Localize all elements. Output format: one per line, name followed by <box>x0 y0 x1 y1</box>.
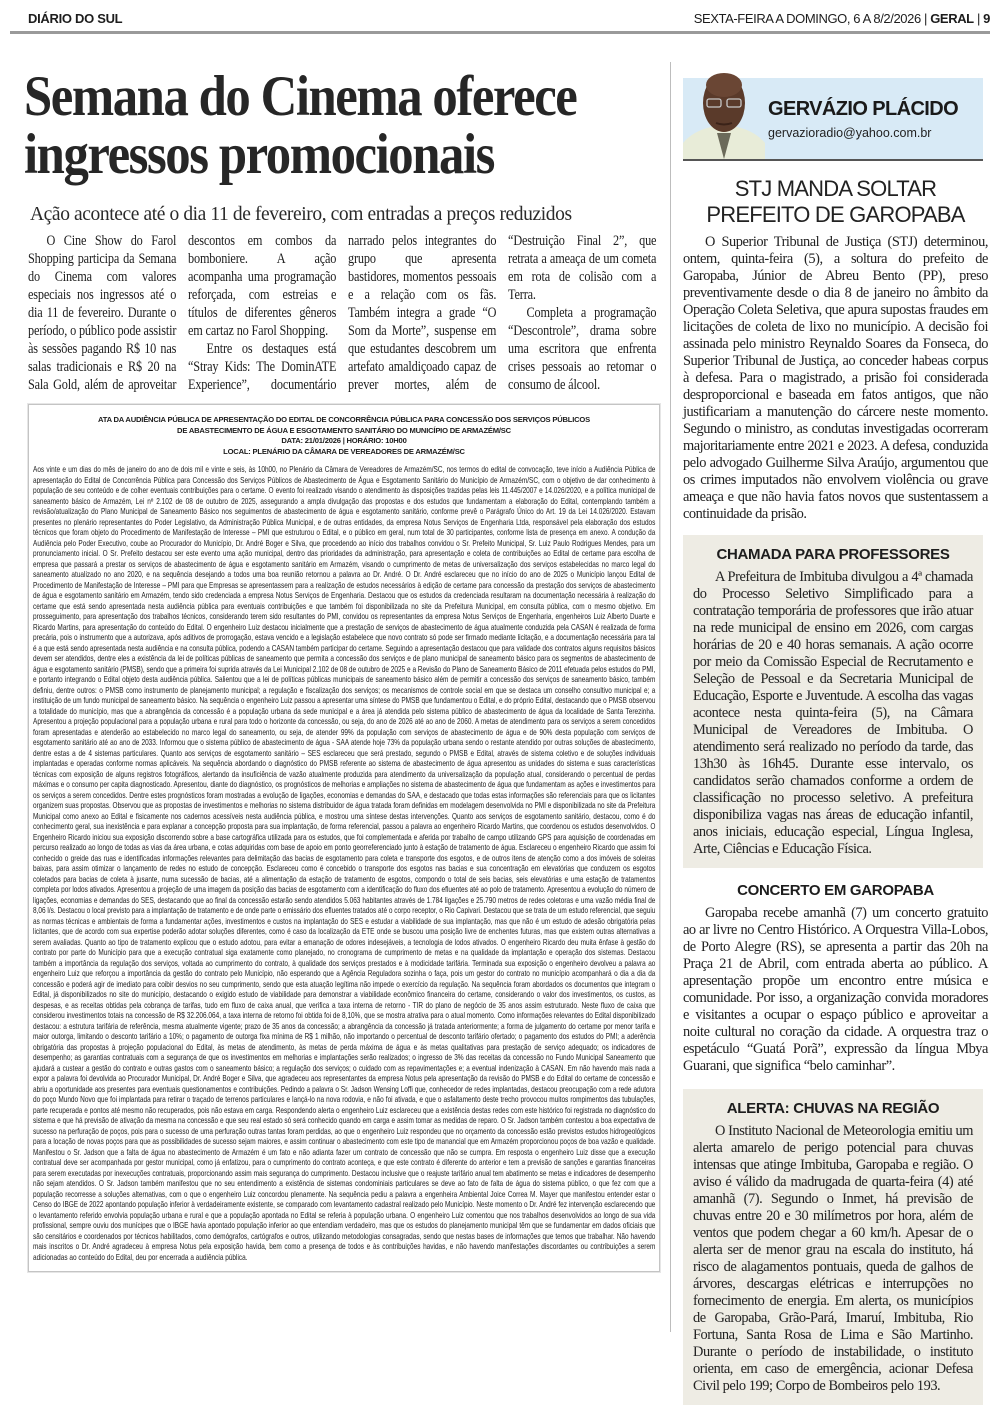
notice-body: Aos vinte e um dias do mês de janeiro do ano de dois mil e vinte e seis, às 10h00, no Plenário da Câmara de Vereadores de Armazém/SC, nos termos do edital de convocação, teve início a Audiência Pública de apresentação do Edital de Concorrência Pública para Concessão dos Serviços Públicos de Abastecimento de Água e Esgotamento Sanitário do Município de Armazém/SC, com o objetivo de dar conhecimento à população de seu conteúdo e de colher eventuais contribuições para o certame. O evento foi realizado visando o atendimento às disposições trazidas pelas leis 11.445/2007 e 14.026/2020, e a política municipal de saneamento básico de Armazém, Lei nº 2.102 de 08 de outubro de 2025, assegurando a ampla divulgação das propostas e dos estudos que fundamentam a elaboração do Edital, contemplando também a revisão/atualização do Plano Municipal de Saneamento Básico nos seguimentos de abastecimento de água e esgotamento sanitário, conforme prevê o Parágrafo Único do Art. 19 da Lei 14.026/2020. Estavam presentes no plenário representantes do Poder Legislativo, da Administração Pública Municipal, e de outras entidades, da empresa Notus Serviços de Engenharia Ltda, responsável pela elaboração dos estudos técnicos que foram objeto do Procedimento de Manifestação de Interesse – PMI que estruturou o Edital, e o público em geral, num total de 30 participantes, conforme lista de presença em anexo. A condução da Audiência pelo Poder Executivo, coube ao Procurador do Município, Dr. André Boger e Silva, que procedendo ao início dos trabalhos convidou o Sr. Prefeito Municipal, Sr. Luiz Paulo Rodrigues Mendes, para um pronunciamento inicial. O Sr. Prefeito destacou ser este evento uma ação municipal, dentro das prioridades da administração, para apresentação e coleta de contribuições ao Edital de certame para escolha de empresa que passará a prestar os serviços de abastecimento de água e esgotamento sanitário em Armazém, visando o cumprimento de metas de universalização dos serviços estabelecidas no marco legal do saneamento atualizado no ano 2020, e na sequência desejando a todos uma boa reunião retornou a palavra ao Dr. André. O Dr. André esclareceu que no início do ano de 2025 o Município lançou Edital de Procedimento de Manifestação de Interesse – PMI para que Empresas se apresentassem para a realização de estudos necessários à edição de certame para concessão da prestação dos serviços de abastecimento de água e esgotamento sanitário em Armazém, tendo sido credenciada a empresa Notus Serviços de Engenharia. Destacou que os estudos da credenciada resultaram na documentação necessária à realização do certame que está sendo apresentada nesta audiência pública para eventuais contribuições e que também foi disponibilizada no site da Prefeitura Municipal, em consulta pública, com o mesmo objetivo. Em prosseguimento, para apresentação dos trabalhos técnicos, considerando terem sido resultantes do PMI, convidou os representantes da empresa Notus Serviços de Engenharia, engenheiros Luiz Alberto Duarte e Ricardo Martins, para apresentação do conteúdo do Edital. O engenheiro Luiz destacou inicialmente que a prestação de serviços de abastecimento de água atualmente conduzida pela CASAN é realizada de forma precária, pois o instrumento que a autorizava, após aditivos de prorrogação, estava vencido e a legislação estabelece que novo contrato só pode ser firmado mediante licitação, e a documentação necessária para tal é a que está sendo apresentada nesta audiência e na consulta pública, podendo a CASAN também participar do certame. Seguindo a apresentação destacou que para validade dos contratos alguns requisitos básicos devem ser atendidos, dentre eles a existência da lei de políticas públicas de saneamento que permita a concessão dos serviços e de plano municipal de saneamento básico para os segmentos de abastecimento de água e esgotamento sanitário (PMSB), sendo que a primeira foi suprida através da Lei Municipal 2.102 de 08 de outubro de 2025 e a Revisão do Plano de Saneamento Básico de 2011 efetuada pelos estudos do PMI, e portanto integrando o Edital objeto desta audiência pública. Salientou que a lei de políticas públicas municipais de saneamento básico além de permitir a concessão dos serviços de saneamento básico, também definiu, dentre outros: o PMSB como instrumento de planejamento municipal; a regulação e fiscalização dos serviços; os mecanismos de controle social em que se destaca um conselho consultivo municipal e; a instituição de um fundo municipal de saneamento básico. Na sequência o engenheiro Luiz passou a apresentar uma síntese do PMSB que fundamentou o Edital, e do próprio Edital, destacando que o PMSB observou a totalidade do município, mas que a abrangência da concessão é a população urbana da sede municipal e a área já atendida pelo sistema público de abastecimento de água da localidade de Santa Terezinha. Apresentou a projeção populacional para a população urbana e rural para todo o horizonte da concessão, ou seja, do ano de 2026 até ao ano de 2060. A metas de atendimento para os serviços a serem concedidos foram apresentadas e atenderão ao estabelecido no marco legal do saneamento, ou seja, de atender 99% da população com serviços de abastecimento de água e de 90% desta população com serviços de esgotamento sanitário até ao ano de 2033. Informou que o sistema público de abastecimento de água - SAA atende hoje 73% da população urbana sendo o restante atendido por outras soluções de abastecimento, dentre estas a de 4 sistemas particulares. Quanto aos serviços de esgotamento sanitário – SES esclareceu que será prestado, segundo o PMSB e Edital, através de sistema coletivo e de soluções individuais implantadas e operadas conforme normas aplicáveis. Na sequência abordando o diagnóstico do PMSB referente ao sistema de abastecimento de água apresentou as unidades do sistema e suas características técnicas com exposição de alguns registros fotográficos, alertando da insuficiência de vazão atualmente produzida para atendimento da universalização da população atual, considerando o percentual de perdas máximas e o consumo per capita diagnosticado. Apresentou, diante do diagnóstico, os prognósticos de melhorias e ampliações no sistema de abastecimento de água que fundamentam as ações e investimentos para os serviços a serem concedidos. Dentre estes prognósticos foram mostradas a evolução de ligações, economias e demandas do SAA, e destacado que todas estas informações são referenciais para que os licitantes organizem suas propostas. Observou que as propostas de investimentos e melhorias no sistema distribuidor de água tratada foram definidas em modelagem desenvolvida no PMI e disponibilizada no site da Prefeitura Municipal como anexo ao Edital e fisicamente nos cadernos acessíveis nesta audiência pública, e mostrou uma síntese destas intervenções. Quanto aos serviços de esgotamento sanitário, destacou, como é do conhecimento geral, sua inexistência e para explanar a concepção proposta para sua implantação, de forma referencial, passou a palavra ao engenheiro Ricardo Martins, que coordenou os estudos desenvolvidos. O Engenheiro Ricardo iniciou sua exposição discorrendo sobre a base cartográfica utilizada para os estudos, que foi complementada e aferida por trabalho de campo utilizando GPS para aquisição de coordenadas em percurso realizado ao longo de todas as vias da área urbana, e cotas adquiridas com base de apoio em ponto georreferenciado junto à estação de tratamento de água. Esclareceu o engenheiro Ricardo que assim foi conhecido o greide das ruas e identificadas informações relevantes para delimitação das bacias de esgotamento para coleta e transporte dos esgotos, e de outros itens de atenção como a dos imóveis de soleiras baixas, para assim otimizar o lançamento de redes no estudo de concepção. Esclareceu como é concebido o transporte dos esgotos nas bacias e sua concentração em elevatórias que conduzem os esgotos coletados para bacias de coleta à jusante, numa sucessão de bacias, até a alimentação da estação de tratamento de esgotos, compondo o total de seis bacias, seis elevatórias e uma estação de tratamentos completa por lodos ativados. Apresentou a projeção de uma imagem da posição das bacias de esgotamento com a identificação do fluxo dos efluentes até ao polo de tratamento. Apresentou a evolução do número de ligações, economias e demandas do SES, destacando que ao final da concessão estarão sendo atendidos 5.063 habitantes através de 1.784 ligações e 25.790 metros de redes coletoras e uma vazão média final de 8,06 l/s. Destacou o local previsto para a implantação de tratamento e de onde parte o emissário dos efluentes tratados até o corpo receptor, o Rio Capivari. Destacou que se trata de um estudo referencial, que seguiu as normas técnicas e ambientais de forma a fundamentar ações, investimentos e custos na implantação do SES e estudar a viabilidade de sua implantação, mas que não é um estudo de adesão obrigatória pelas licitantes, que de acordo com sua expertise poderão adotar soluções diferentes, como é caso da localização da ETE onde se buscou uma posição livre de enchentes futuras, mas que existem outras alternativas a serem avaliadas. Quanto ao tipo de tratamento explicou que o estudo adotou, para evitar a emanação de odores indesejáveis, a tecnologia de lodos ativados. O engenheiro Ricardo deu muita ênfase à gestão do contrato por parte do Município para que a execução contratual siga exatamente como planejado, no cronograma de cumprimento de metas e na qualidade da implantação e operação dos sistemas. Destacou também a importância da regulação dos serviços, voltada ao cumprimento do contrato, à qualidade dos serviços prestados e à modicidade tarifária. Terminada sua exposição o engenheiro devolveu a palavra ao engenheiro Luiz que reforçou a importância da gestão do contrato pelo Município, não esperando que a Agência Reguladora sozinha o faça, pois um gestor do contrato no município acompanhará o dia a dia da concessão e poderá agir de imediato para coibir desvios no seu cumprimento, sendo que esta atuação legítima não impede o exercício da regulação. Na sequência foram abordados os documentos que integram o Edital, já disponibilizados no site do município, destacando o exigido estudo de viabilidade para demonstrar a viabilidade econômico financeira do certame, considerando o valor dos investimentos, os custos, as despesas, e as receitas obtidas pela cobrança de tarifas, tudo em fluxo de caixa anual, que verifica a taxa interna de retorno - TIR do plano de negócio de 35 anos assim estruturado. Neste fluxo de caixa que considerou investimentos totais na concessão de R$ 32.206.064, a taxa interna de retorno foi obtida foi de 8,10%, que se mostra atrativa para o atual momento. Como informações relevantes do Edital disponibilizado destacou: a estrutura tarifária de referência, mesma atualmente vigente; prazo de 35 anos da concessão; a abrangência da concessão já tratada anteriormente; a forma de julgamento do certame por menor tarifa e maior outorga, limitando o desconto tarifário a 10%; o pagamento de outorga fixa mínima de R$ 1 milhão, não importando o percentual de desconto tarifário ofertado; o pagamento dos estudos do PMI; a aderência obrigatória das propostas à projeção populacional do Edital, às metas de atendimento, às metas de perda máxima de água e às metas qualitativas para prestação de serviço adequado; os indicadores de desempenho; as garantias contratuais com a segurança de que os investimentos em melhorias e implantações serão realizados; o ingresso de 3% das receitas da concessão no Fundo Municipal Saneamento que ajudará a custear a gestão do contrato e outras gastos com o saneamento básico; a regulação dos serviços; o cuidado com as repavimentações e; a eventual indenização à CASAN. Em não havendo mais nada a expor a palavra foi devolvida ao Procurador Municipal, Dr. André Boger e Silva, que agradeceu aos representantes da empresa Notus pela apresentação da revisão do PMSB e do Edital do certame de concessão e abriu a oportunidade aos presentes para eventuais questionamentos e contribuições. Pedindo a palavra o Sr. Jadson Wensing Loffi que, conhecedor de redes implantadas, destacou preocupação com a rede adutora do poço Mundo Novo que foi implantada para retirar o traçado de terrenos particulares e lançá-lo na nova rodovia, e não foi ativada, e que o asfaltamento deste trecho provocou muitos rompimentos das tubulações, parte recuperada e pontos até mesmo não recuperados, pois não estava em carga. Respondendo alerta o engenheiro Luiz esclareceu que a existência destas redes com este histórico foi registrada no diagnóstico do sistema e que há previsão de ativação da mesma na concessão e que seu real estado só será conhecido quando em carga e assim tomar as medidas de reparo. O Sr. Jadson também contestou a boa expectativa de sucesso na perfuração de poços, pois para o sucesso de uma perfuração outras tantas foram perdidas, ao que o engenheiro Luiz respondeu que no orçamento da concessão estão previstos estudos hidrogeológicos para a locação de novas poços para que as possibilidades de sucesso sejam maiores, e assim continuar o abastecimento com este tipo de manancial que em Armazém proporcionou poços de boa vazão e qualidade. Manifestou o Sr. Jadson que a falta de água no abastecimento de Armazém é um fato e não adianta fazer um contrato de concessão que não se cumpra. Em resposta o engenheiro Luiz disse que a execução contratual deve ser acompanhada por gestor municipal, como já enfatizou, para o cumprimento do contrato aconteça, e que este contrato é diferente do anterior e tem a previsão de sanções e garantias financeiras para serem executadas por inexecuções contratuais, proporcionando assim mais segurança do cumprimento. Destacou inclusive que o reajuste tarifário anual tem abatimento se metas e indicadores de desempenho não sejam atendidos. O Sr. Jadson também manifestou que no seu entendimento a existência de sistemas condominiais particulares se deve ao fato de falta de água do sistema público, o que fez com que a população recorresse a soluções alternativas, com o que o engenheiro Luiz concordou plenamente. Na sequência pediu a palavra a engenheira Ambiental Joice Correa M. Mayer que manifestou entender estar o Censo do IBGE de 2022 apontando população inferior à verdadeiramente existente, se comparado com levantamento cadastral realizado pelo Município. Neste momento o Dr. André fez intervenção esclarecendo que o levantamento referido envolvia população urbana e rural e que a população apontada no Edital se referia à população urbana. O engenheiro Luiz comentou que nos trabalhos desenvolvidos ao longo de sua vida profissional, sempre ouviu dos munícipes que o IBGE havia apontado população inferior ao que entendiam verdadeiro, mas que os estudos do planejamento municipal têm que se fundamentar em dados oficiais que são censitários e coordenados por técnicos habilitados, como demógrafos, cartógrafos e outros, utilizando metodologias consagradas, sendo que nestas bases de informações que temos que trabalhar. Não havendo mais inscritos o Dr. André agradeceu à empresa Notus pela exposição havida, bem como a presença de todos e às contribuições havidas, e não havendo manifestações discordantes ou contribuições a serem adicionadas ao conteúdo do Edital, deu por encerrada a audiência pública. <box>33 465 656 1262</box>
notice-body-wrapper <box>33 465 655 1263</box>
page-number: 9 <box>983 10 990 26</box>
notice-date: DATA: 21/01/2026 | HORÁRIO: 10H00 <box>281 436 407 445</box>
professores-title: CHAMADA PARA PROFESSORES <box>716 546 950 563</box>
page-header <box>28 6 990 30</box>
right-column <box>683 176 988 1405</box>
concerto-title: CONCERTO EM GAROPABA <box>737 882 934 899</box>
chuvas-text: O Instituto Nacional de Meteorologia emitiu um alerta amarelo de perigo potencial para chuvas intensas que atinge Imbituba, Garopaba e região. O aviso é válido da madrugada de quarta-feira (4) até amanhã (7). Segundo o Inmet, há previsão de chuvas entre 20 e 30 milímetros por hora, além de ventos que podem chegar a 60 km/h. Apesar de o alerta ser de menor grau na escala do instituto, há risco de alagamentos pontuais, queda de galhos de árvores, descargas elétricas e interrupções no fornecimento de energia. Em alerta, os municípios de Garopaba, Grão-Pará, Imaruí, Imbituba, Rio Fortuna, Santa Rosa de Lima e São Martinho. Durante o período de instabilidade, o instituto orienta, em caso de emergência, acionar Defesa Civil pelo 199; Corpo de Bombeiros pelo 193. <box>693 1123 973 1394</box>
stj-headline <box>683 176 988 228</box>
left-column <box>24 65 660 1272</box>
headline-wrapper <box>24 65 660 186</box>
section-name: GERAL <box>930 10 974 26</box>
stj-headline-line: PREFEITO DE GAROPABA <box>706 202 965 227</box>
concerto-section <box>683 882 988 1075</box>
chuvas-box <box>683 1089 983 1405</box>
article-paragraph: Entre os destaques está “Stray Kids: The DominATE Experience”, documentário narrado pelos integrantes do grupo que apresenta bastidores, momentos pessoais e a relação com os fãs. Também integra a grade “O Som da Morte”, suspense em que estudantes descobrem um artefato amaldiçoado capaz de prever mortes, além de “Destruição Final 2”, que retrata a ameaça de um cometa em rota de colisão com a Terra. <box>188 233 657 393</box>
columnist-email[interactable]: gervazioradio@yahoo.com.br <box>768 126 932 140</box>
article-subtitle: Ação acontece até o dia 11 de fevereiro, com entradas a preços reduzidos <box>30 204 572 225</box>
notice-title <box>29 415 659 457</box>
concerto-text: Garopaba recebe amanhã (7) um concerto gratuito ao ar livre no Centro Histórico. A Orquestra Villa-Lobos, de Porto Alegre (RS), se apresenta a partir das 20h na Praça 21 de Abril, com entrada aberta ao público. A apresentação propõe um encontro entre música e comunidade. Por isso, a organização convida moradores e visitantes a ocupar o espaço público e aproveitar a noite cultural no coração da cidade. A orquestra traz o espetáculo “Guatá Porã”, expressão da língua Mbya Guarani, que significa “belo caminhar”. <box>683 905 988 1074</box>
legal-notice <box>28 404 660 1272</box>
column-divider <box>670 62 671 1332</box>
stj-text: O Superior Tribunal de Justiça (STJ) determinou, ontem, quinta-feira (5), a soltura do prefeito de Garopaba, Júnior de Abreu Bento (PP), preso preventivamente desde o dia 8 de janeiro no âmbito da Operação Coleta Seletiva, que apura supostas fraudes em licitações de coleta de lixo no município. A decisão foi assinada pelo ministro Reynaldo Soares da Fonseca, do Superior Tribunal de Justiça, ao conceder habeas corpus à defesa. Para o magistrado, a prisão foi considerada desproporcional e baseada em fatos antigos, que não justificariam a manutenção do cárcere neste momento. Segundo o ministro, as condutas investigadas ocorreram majoritariamente entre 2021 e 2023. A defesa, conduzida pelo advogado Guilherme Silva Araújo, argumentou que os crimes imputados não envolvem violência ou grave ameaça e que não havia fatos novos que sustentassem a continuidade da prisão. <box>683 234 988 522</box>
separator: | <box>924 10 927 26</box>
article-paragraph: Completa a programação “Descontrole”, drama sobre uma escritora que enfrenta crises pessoais ao retomar o consumo de álcool. <box>508 305 657 393</box>
header-rule <box>10 31 990 34</box>
chuvas-title: ALERTA: CHUVAS NA REGIÃO <box>726 1100 940 1117</box>
columnist-banner <box>683 78 983 161</box>
notice-title-line: DE ABASTECIMENTO DE ÁGUA E ESGOTAMENTO SANITÁRIO DO MUNICÍPIO DE ARMAZÉM/SC <box>177 425 511 435</box>
stj-headline-line: STJ MANDA SOLTAR <box>734 176 937 201</box>
notice-title-line: ATA DA AUDIÊNCIA PÚBLICA DE APRESENTAÇÃO DO EDITAL DE CONCORRÊNCIA PÚBLICA PARA CONCESSÃO DOS SERVIÇOS PÚBLICOS <box>98 415 590 424</box>
professores-text: A Prefeitura de Imbituba divulgou a 4ª chamada do Processo Seletivo Simplificado para a contratação temporária de professores que irão atuar na rede municipal de ensino em 2026, com cargas horárias de 20 e 40 horas semanais. A ação ocorre por meio da Comissão Especial de Recrutamento e Seleção de Pessoal e da Secretaria Municipal de Educação, Esporte e Juventude. A escolha das vagas acontece nesta quinta-feira (5), na Câmara Municipal de Vereadores de Imbituba. O atendimento será realizado no período da tarde, das 13h30 às 16h45. Durante esse intervalo, os candidatos serão chamados conforme a ordem de classificação no processo seletivo. A prefeitura disponibiliza vagas nas áreas de educação infantil, anos iniciais, educação especial, Língua Inglesa, Arte, Ciências e Educação Física. <box>693 569 973 857</box>
article-paragraph: O Cine Show do Farol Shopping participa da Semana do Cinema com valores especiais nos ingressos até o dia 11 de fevereiro. Durante o período, o público pode assistir às sessões pagando R$ 10 nas salas tradicionais e R$ 20 na Sala Gold, além de aproveitar descontos em combos da bomboniere. A ação acompanha uma programação reforçada, com estreias e títulos de diferentes gêneros em cartaz no Farol Shopping. <box>28 233 337 393</box>
article-body <box>28 232 656 394</box>
columnist-photo <box>683 63 765 159</box>
edition-date: SEXTA-FEIRA A DOMINGO, 6 A 8/2/2026 <box>693 10 921 26</box>
article-body-wrapper <box>28 232 656 394</box>
article-headline: Semana do Cinema oferece ingressos promocionais <box>24 65 577 186</box>
professores-box <box>683 535 983 868</box>
newspaper-name: DIÁRIO DO SUL <box>28 10 123 26</box>
edition-info <box>694 11 990 26</box>
separator: | <box>976 10 980 26</box>
columnist-name: GERVÁZIO PLÁCIDO <box>768 98 959 120</box>
notice-location: LOCAL: PLENÁRIO DA CÂMARA DE VEREADORES DE ARMAZÉM/SC <box>223 446 465 456</box>
